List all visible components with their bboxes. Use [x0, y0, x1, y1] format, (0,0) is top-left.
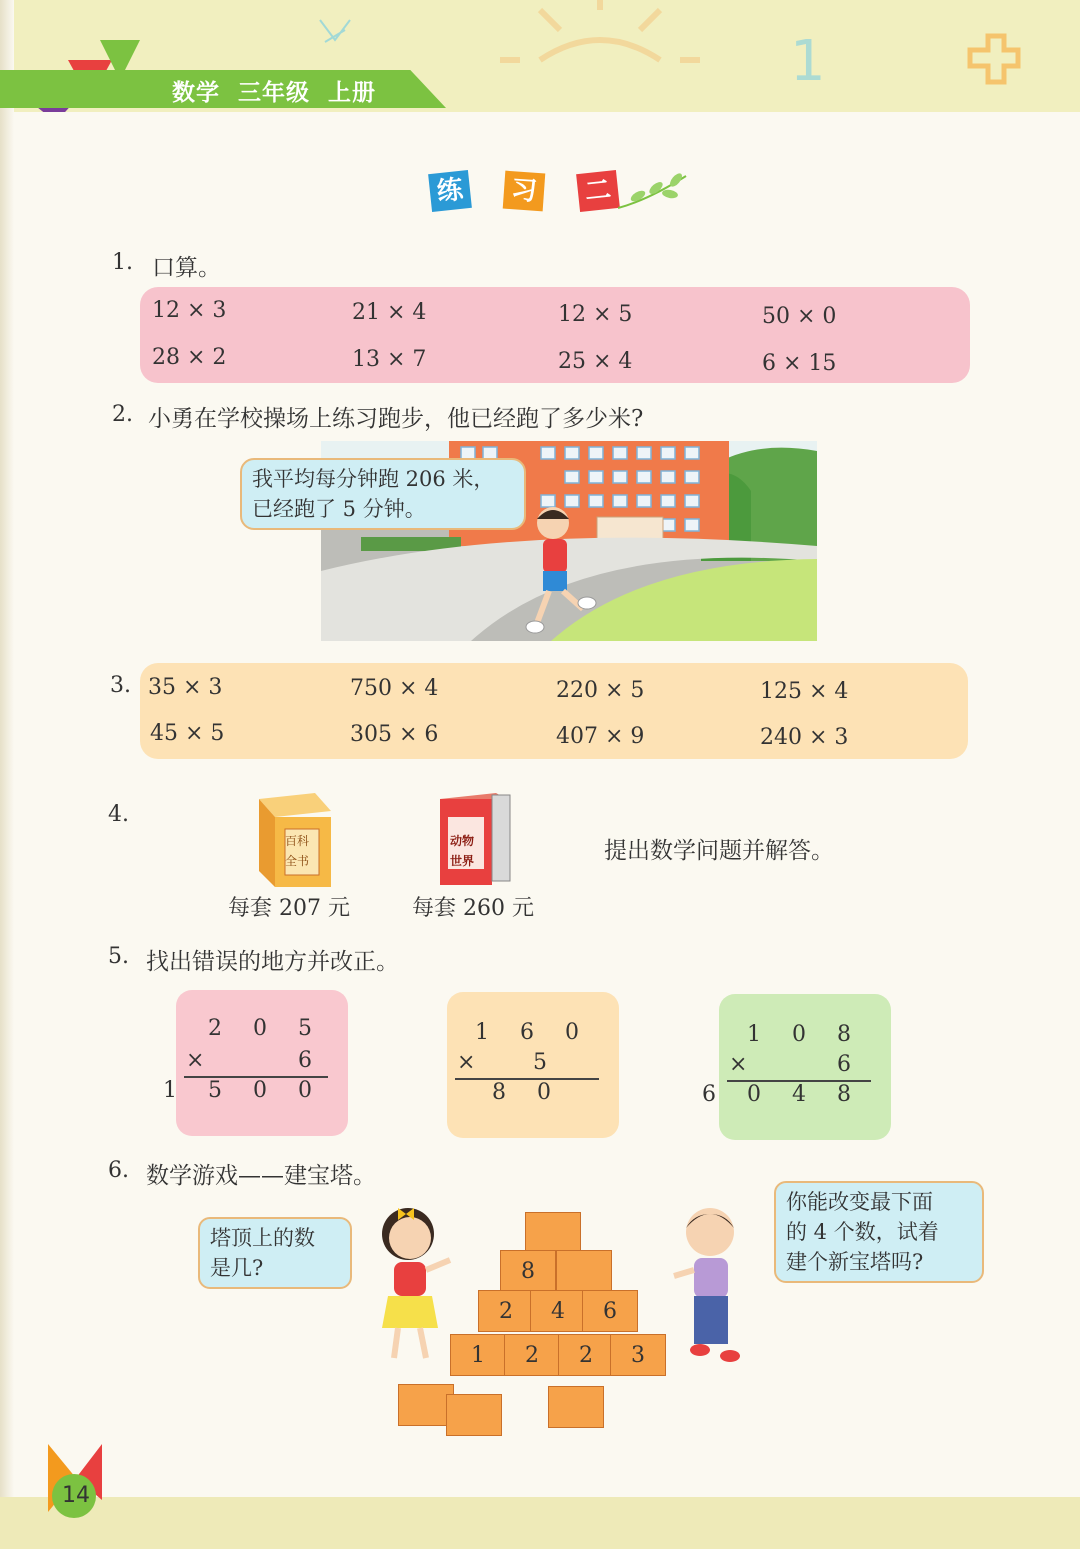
q6-right-bubble-line2: 的 4 个数，试着	[786, 1220, 939, 1244]
q5-number: 5.	[108, 944, 129, 969]
header-volume: 上册	[328, 80, 377, 106]
q6-right-bubble	[774, 1181, 984, 1283]
q3-expr: 35 × 3	[148, 675, 223, 700]
q3-expr: 45 × 5	[150, 721, 225, 746]
q1-expr: 25 × 4	[558, 349, 633, 374]
book2-cover-line1: 动物	[450, 834, 475, 848]
header-grade: 三年级	[238, 80, 311, 106]
book1-price: 每套 207 元	[228, 896, 350, 921]
q3-expr: 125 × 4	[760, 679, 849, 704]
q2-bubble-line2: 已经跑了 5 分钟。	[252, 497, 426, 521]
calc3-result: 6 0 4 8	[702, 1082, 863, 1107]
bottom-band	[0, 1497, 1080, 1549]
loose-cube	[446, 1394, 502, 1436]
q3-number: 3.	[110, 673, 131, 698]
tower-row3-cube-blank	[556, 1250, 612, 1292]
calc2-result: 8 0	[492, 1080, 563, 1105]
q2-text: 小勇在学校操场上练习跑步，他已经跑了多少米?	[148, 406, 644, 432]
tower-row2-cube: 4	[530, 1290, 586, 1332]
q6-left-bubble	[198, 1217, 352, 1289]
book2-price: 每套 260 元	[412, 896, 534, 921]
q6-right-bubble-line1: 你能改变最下面	[786, 1190, 933, 1214]
q6-right-bubble-line3: 建个新宝塔吗?	[786, 1250, 924, 1274]
q4-number: 4.	[108, 802, 129, 827]
calc2-times: ×	[457, 1050, 476, 1075]
title-char-3: 二	[576, 170, 620, 212]
q1-text: 口算。	[152, 255, 221, 281]
calc1-mult: 6	[298, 1048, 324, 1073]
q6-left-bubble-line1: 塔顶上的数	[210, 1226, 315, 1250]
calc1-result: 1 5 0 0	[163, 1078, 324, 1103]
q5-text: 找出错误的地方并改正。	[146, 949, 399, 975]
calc-card-3	[702, 994, 891, 1140]
q2-number: 2.	[112, 402, 133, 427]
tower-top-cube	[525, 1212, 581, 1254]
tower-row1-cube: 1	[450, 1334, 506, 1376]
q2-speech-bubble	[240, 458, 526, 530]
calc2-top: 1 6 0	[475, 1020, 591, 1045]
q3-expr: 240 × 3	[760, 725, 849, 750]
calc2-mult: 5	[533, 1050, 559, 1075]
calc1-top: 2 0 5	[208, 1016, 324, 1041]
page-number: 14	[62, 1483, 90, 1508]
q6-text: 数学游戏——建宝塔。	[146, 1163, 376, 1189]
title-char-2: 习	[503, 171, 546, 212]
tower-row2-cube: 2	[478, 1290, 534, 1332]
leaf-branch-icon	[618, 172, 690, 216]
calc3-mult: 6	[837, 1052, 863, 1077]
header-subject: 数学	[172, 80, 220, 106]
q1-expr: 12 × 5	[558, 302, 633, 327]
calc3-top: 1 0 8	[747, 1022, 863, 1047]
q6-left-bubble-line2: 是几?	[210, 1256, 264, 1280]
q1-expr: 13 × 7	[352, 347, 427, 372]
sun-sketch-icon	[500, 0, 700, 60]
q2-bubble-line1: 我平均每分钟跑 206 米，	[252, 467, 495, 491]
star-sketch-icon	[320, 20, 350, 42]
q3-expr: 220 × 5	[556, 678, 645, 703]
book-spine	[0, 0, 14, 1549]
q3-expr: 305 × 6	[350, 722, 439, 747]
q1-expr: 50 × 0	[762, 304, 837, 329]
boy-icon	[670, 1200, 754, 1368]
q1-band	[140, 287, 970, 383]
plus-doodle-icon	[970, 36, 1018, 82]
book1-cover-line2: 全书	[285, 854, 310, 868]
tower-row1-cube: 3	[610, 1334, 666, 1376]
animal-world-book-icon	[436, 793, 514, 889]
title-char-1: 练	[428, 170, 472, 212]
loose-cube	[548, 1386, 604, 1428]
q6-number: 6.	[108, 1158, 129, 1183]
q1-expr: 21 × 4	[352, 300, 427, 325]
tower-row1-cube: 2	[504, 1334, 560, 1376]
calc1-times: ×	[186, 1048, 205, 1073]
header-title	[172, 74, 376, 107]
girl-icon	[368, 1198, 458, 1370]
tower-row1-cube: 2	[558, 1334, 614, 1376]
section-title	[430, 172, 690, 216]
calc-card-1	[163, 990, 348, 1136]
book2-cover-line2: 世界	[450, 854, 475, 868]
q1-number: 1.	[112, 250, 133, 275]
calc-card-2	[447, 992, 619, 1138]
q4-prompt: 提出数学问题并解答。	[604, 838, 834, 864]
calc3-times: ×	[729, 1052, 748, 1077]
q3-expr: 750 × 4	[350, 676, 439, 701]
q1-expr: 6 × 15	[762, 351, 837, 376]
tower-row3-cube: 8	[500, 1250, 556, 1292]
book1-cover-line1: 百科	[285, 834, 310, 848]
number-one-doodle: 1	[790, 29, 826, 94]
q3-expr: 407 × 9	[556, 724, 645, 749]
tower-row2-cube: 6	[582, 1290, 638, 1332]
q1-expr: 28 × 2	[152, 345, 227, 370]
q1-expr: 12 × 3	[152, 298, 227, 323]
